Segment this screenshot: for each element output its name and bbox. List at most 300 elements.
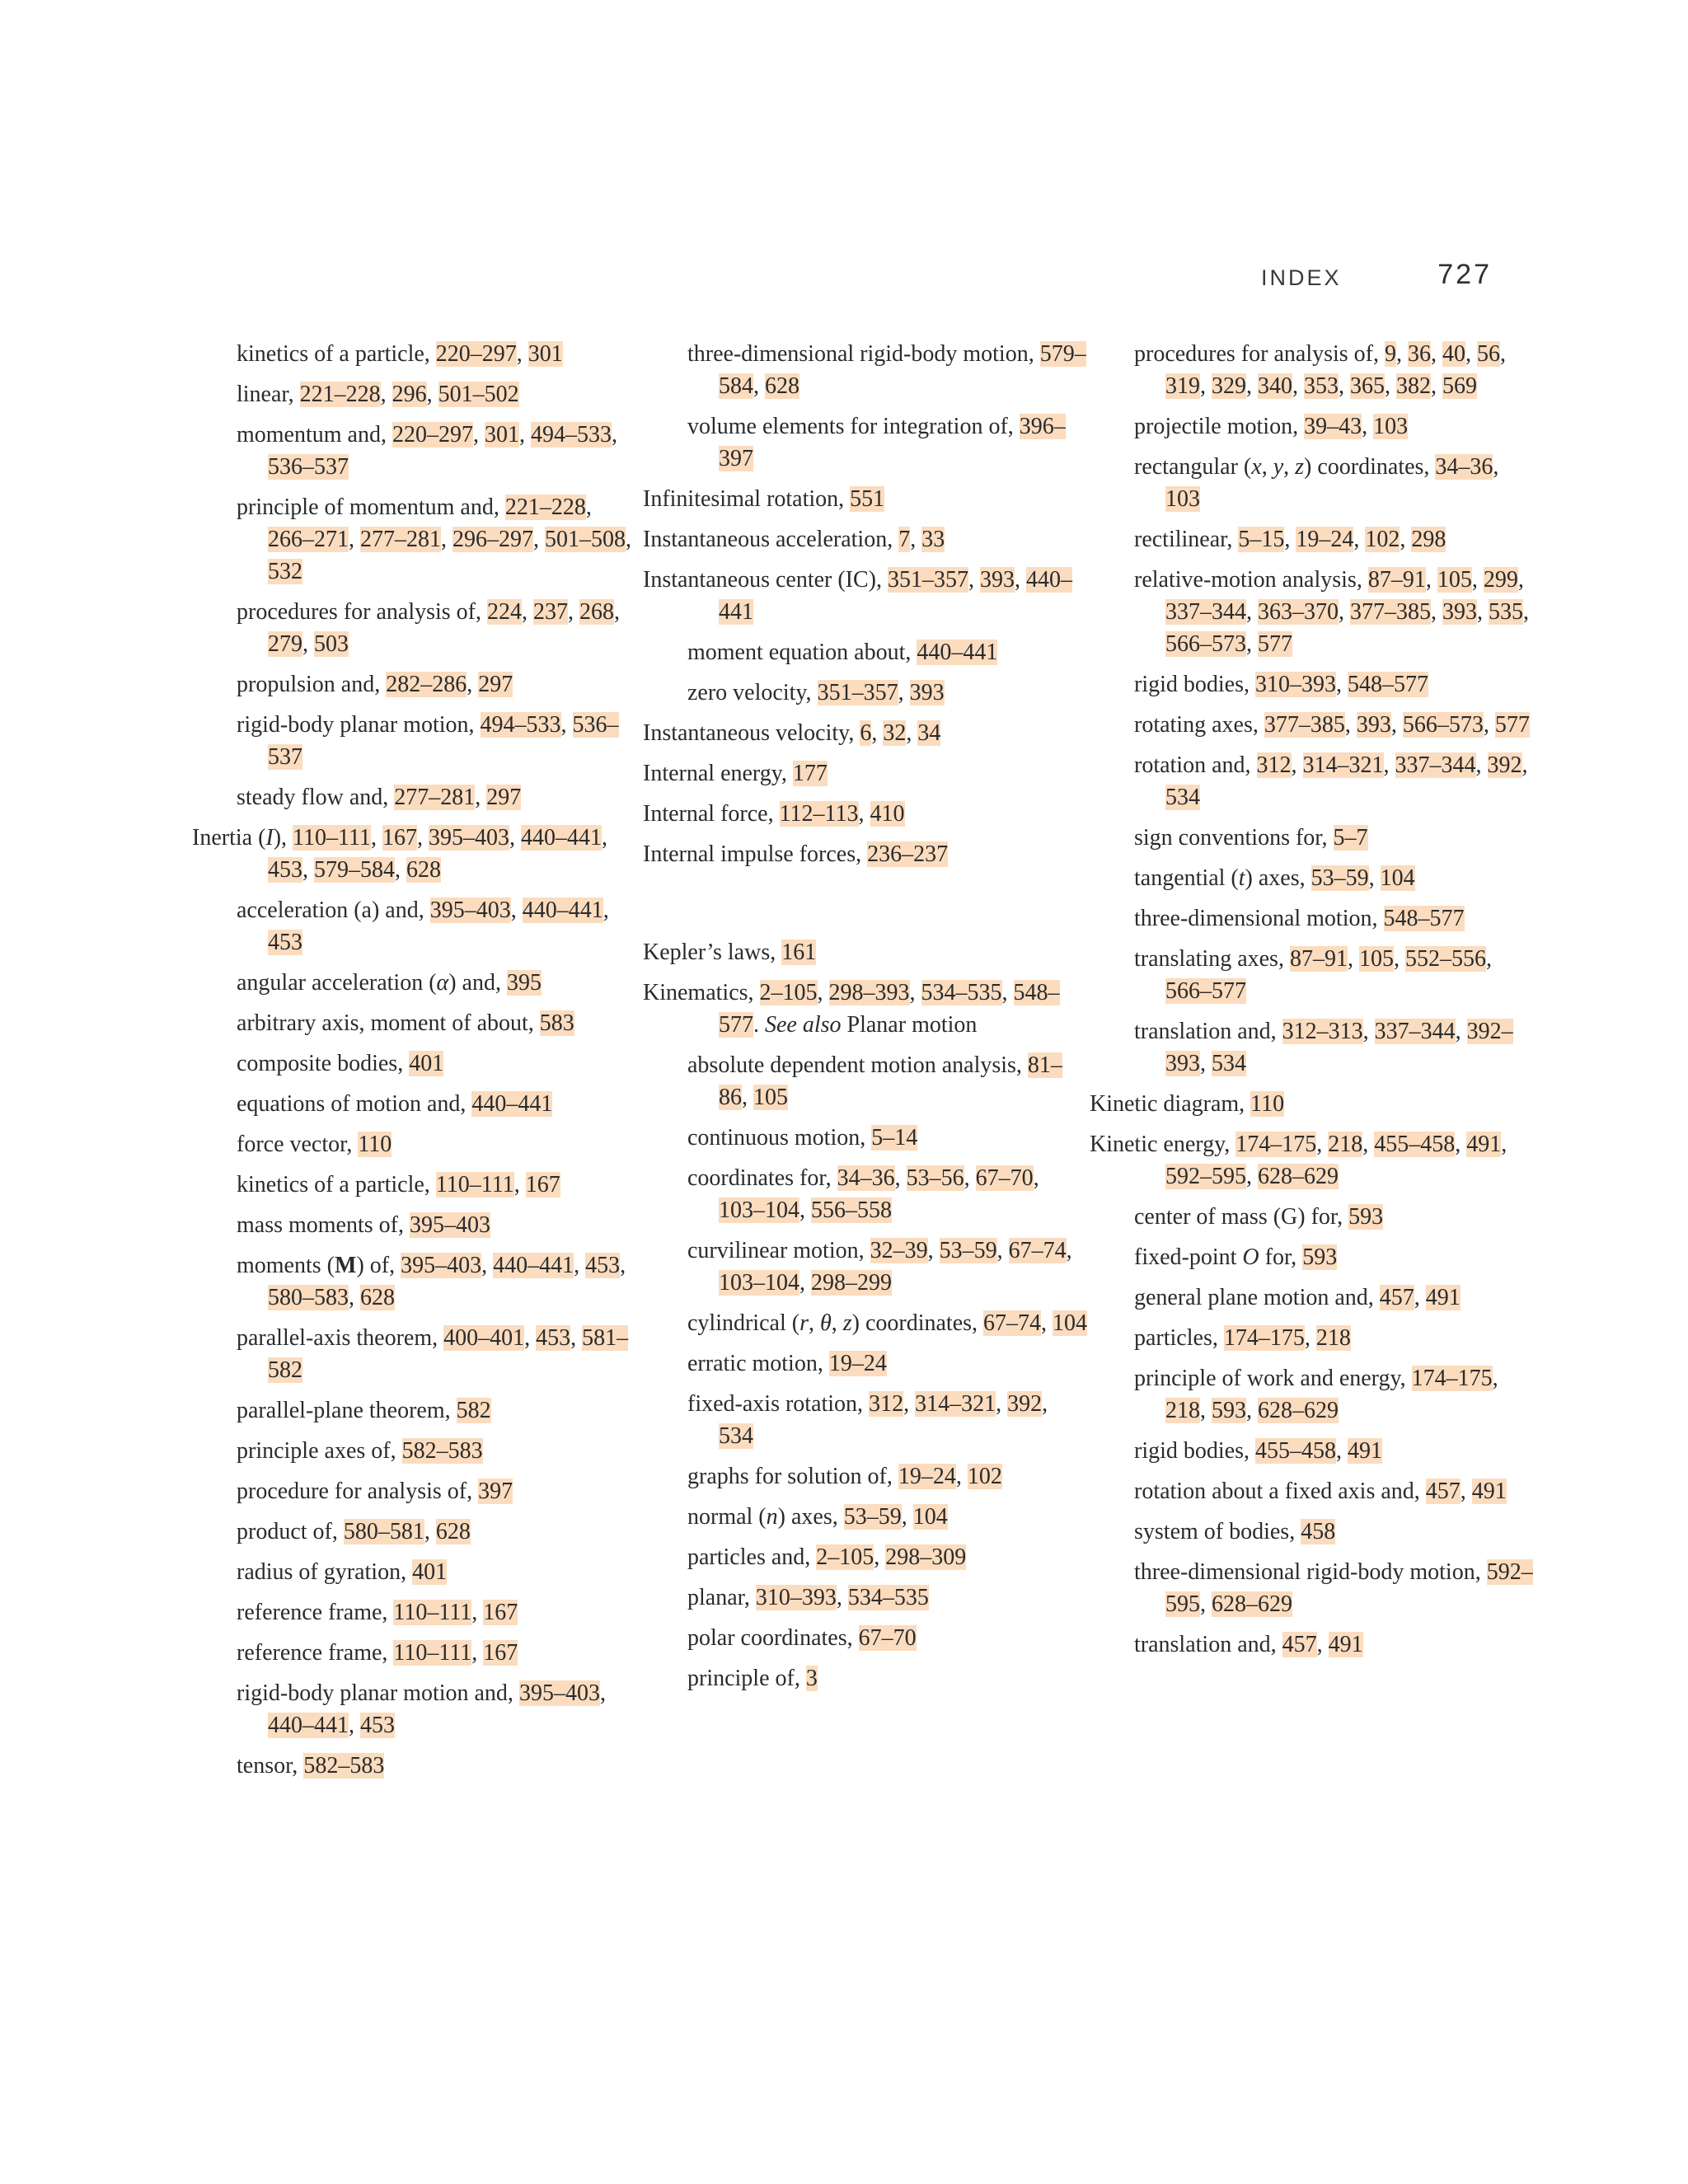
page-reference-link[interactable]: 534 <box>719 1423 753 1449</box>
page-reference-link[interactable]: 102 <box>967 1464 1002 1489</box>
page-reference-link[interactable]: 397 <box>478 1479 513 1504</box>
page-reference-link[interactable]: 301 <box>484 422 519 448</box>
page-reference-link[interactable]: 161 <box>781 940 817 965</box>
page-reference-link[interactable]: 628–629 <box>1212 1591 1292 1617</box>
page-reference-link[interactable]: 174–175 <box>1411 1366 1493 1391</box>
page-reference-link[interactable]: 577 <box>1258 631 1292 657</box>
index-term: cylindrical (r, θ, z) coordinates, <box>687 1310 984 1336</box>
index-term: continuous motion, <box>687 1125 872 1151</box>
page-reference-link[interactable]: 298–393 <box>828 980 910 1005</box>
page-reference-link[interactable]: 440–441 <box>493 1253 574 1278</box>
page-reference-link[interactable]: 393 <box>1356 712 1391 738</box>
page-reference-link[interactable]: 167 <box>525 1172 560 1197</box>
page-reference-link[interactable]: 167 <box>382 825 417 851</box>
index-heading: Instantaneous velocity, 6, 32, 34 <box>643 720 941 746</box>
index-term: sign conventions for, <box>1134 825 1334 851</box>
index-term: Kinetic diagram, <box>1090 1091 1251 1117</box>
page-reference-link[interactable]: 53–59 <box>1311 865 1369 891</box>
page-reference-link[interactable]: 103–104 <box>719 1197 799 1223</box>
index-subentry: rigid bodies, 455–458, 491 <box>1134 1438 1382 1464</box>
page-reference-link[interactable]: 167 <box>483 1640 518 1666</box>
page-reference-link[interactable]: 81–86 <box>719 1052 1062 1110</box>
index-term: Instantaneous acceleration, <box>643 527 899 552</box>
page-reference-link[interactable]: 298 <box>1411 527 1447 552</box>
index-subentry: kinetics of a particle, 110–111, 167 <box>237 1172 560 1197</box>
page-reference-link[interactable]: 218 <box>1328 1132 1363 1157</box>
page-reference-link[interactable]: 382 <box>1396 373 1431 399</box>
page-reference-link[interactable]: 494–533 <box>480 712 561 738</box>
page-reference-link[interactable]: 53–59 <box>939 1238 997 1263</box>
index-subentry: projectile motion, 39–43, 103 <box>1134 414 1409 439</box>
page-reference-link[interactable]: 337–344 <box>1374 1019 1456 1044</box>
page-reference-link[interactable]: 577 <box>1494 712 1530 738</box>
index-subentry <box>643 636 1088 668</box>
index-term: rotating axes, <box>1134 712 1264 738</box>
index-subentry: zero velocity, 351–357, 393 <box>687 680 945 705</box>
page-reference-link[interactable]: 592–595 <box>1165 1164 1246 1189</box>
index-subentry: linear, 221–228, 296, 501–502 <box>237 382 519 407</box>
page-reference-link[interactable]: 224 <box>487 599 523 625</box>
page-reference-link[interactable]: 110 <box>358 1132 392 1157</box>
page-reference-link[interactable]: 337–344 <box>1165 599 1246 625</box>
page-reference-link[interactable]: 593 <box>1302 1244 1338 1270</box>
page-reference-link[interactable]: 39–43 <box>1304 414 1362 439</box>
index-term: erratic motion, <box>687 1351 829 1376</box>
index-term: tangential (t) axes, <box>1134 865 1311 891</box>
index-term: three-dimensional motion, <box>1134 906 1384 931</box>
page-reference-link[interactable]: 457 <box>1425 1479 1461 1504</box>
page-reference-link[interactable]: 67–74 <box>983 1310 1042 1336</box>
page-reference-link[interactable]: 532 <box>268 559 302 584</box>
page-reference-link[interactable]: 301 <box>528 341 563 367</box>
page-reference-link[interactable]: 2–105 <box>759 980 818 1005</box>
index-subentry <box>643 1122 1088 1154</box>
index-term: relative-motion analysis, <box>1134 567 1368 593</box>
page-reference-link[interactable]: 218 <box>1165 1398 1200 1423</box>
page-reference-link[interactable]: 457 <box>1379 1285 1414 1310</box>
page-reference-link[interactable]: 297 <box>478 672 513 697</box>
page-reference-link[interactable]: 377–385 <box>1350 599 1431 625</box>
index-term: tensor, <box>237 1753 304 1779</box>
index-term: three-dimensional rigid-body motion, <box>687 341 1040 367</box>
index-subentry: kinetics of a particle, 220–297, 301 <box>237 341 563 367</box>
index-term: rigid-body planar motion and, <box>237 1680 519 1706</box>
page-reference-link[interactable]: 279 <box>268 631 302 657</box>
page-reference-link[interactable]: 548–577 <box>1383 906 1465 931</box>
index-term: Instantaneous center (IC), <box>643 567 888 593</box>
index-term: principle of momentum and, <box>237 494 505 520</box>
page-reference-link[interactable]: 105 <box>1437 567 1472 593</box>
page-reference-link[interactable]: 67–74 <box>1008 1238 1067 1263</box>
index-subentry <box>643 410 1088 475</box>
page-reference-link[interactable]: 298–309 <box>885 1544 967 1570</box>
index-term: fixed-point O for, <box>1134 1244 1303 1270</box>
page-reference-link[interactable]: 105 <box>753 1085 788 1110</box>
page-reference-link[interactable]: 395–403 <box>428 825 509 851</box>
page-reference-link[interactable]: 392–393 <box>1165 1019 1513 1076</box>
page-reference-link[interactable]: 296 <box>392 382 427 407</box>
index-subentry: coordinates for, 34–36, 53–56, 67–70, 103–104, 556–558 <box>687 1165 1039 1223</box>
section-title: INDEX <box>1261 265 1342 290</box>
index-term: linear, <box>237 382 300 407</box>
page-reference-link[interactable]: 440–441 <box>522 898 603 923</box>
page-reference-link[interactable]: 569 <box>1442 373 1477 399</box>
page-reference-link[interactable]: 395–403 <box>401 1253 482 1278</box>
index-heading <box>643 757 1088 790</box>
page-reference-link[interactable]: 312 <box>1256 752 1292 778</box>
index-subentry: procedures for analysis of, 224, 237, 268, 279, 503 <box>237 599 621 657</box>
page-reference-link[interactable]: 453 <box>268 930 302 955</box>
page-reference-link[interactable]: 105 <box>1358 946 1394 972</box>
page-reference-link[interactable]: 580–583 <box>268 1285 349 1310</box>
page-reference-link[interactable]: 583 <box>539 1010 574 1036</box>
page-reference-link[interactable]: 236–237 <box>867 841 949 867</box>
page-reference-link[interactable]: 548–577 <box>719 980 1060 1038</box>
page-reference-link[interactable]: 440–441 <box>520 825 602 851</box>
page-reference-link[interactable]: 579–584 <box>719 341 1086 399</box>
index-subentry: translation and, 457, 491 <box>1134 1632 1363 1657</box>
index-term: principle of work and energy, <box>1134 1366 1412 1391</box>
page-reference-link[interactable]: 104 <box>912 1504 948 1530</box>
page-reference-link[interactable]: 628–629 <box>1258 1398 1339 1423</box>
page-reference-link[interactable]: 9 <box>1385 341 1397 367</box>
page-reference-link[interactable]: 112–113 <box>779 801 859 827</box>
index-term: polar coordinates, <box>687 1625 859 1651</box>
page-reference-link[interactable]: 491 <box>1328 1632 1363 1657</box>
page-reference-link[interactable]: 167 <box>483 1600 518 1625</box>
page-reference-link[interactable]: 440–441 <box>719 567 1072 625</box>
index-subentry: three-dimensional rigid-body motion, 592–595, 628–629 <box>1134 1559 1533 1617</box>
index-term: Internal energy, <box>643 761 793 786</box>
index-term: rectilinear, <box>1134 527 1239 552</box>
page-reference-link[interactable]: 628–629 <box>1258 1164 1339 1189</box>
index-term: graphs for solution of, <box>687 1464 898 1489</box>
page-reference-link[interactable]: 53–56 <box>906 1165 964 1191</box>
index-subentry <box>192 1475 637 1507</box>
page-reference-link[interactable]: 297 <box>486 785 522 810</box>
page-reference-link[interactable]: 220–297 <box>435 341 517 367</box>
page-reference-link[interactable]: 32 <box>883 720 907 746</box>
index-subentry <box>192 1047 637 1080</box>
page-reference-link[interactable]: 552–556 <box>1404 946 1486 972</box>
page-reference-link[interactable]: 395–403 <box>518 1680 600 1706</box>
page-reference-link[interactable]: 103–104 <box>719 1270 799 1296</box>
page-reference-link[interactable]: 491 <box>1348 1438 1382 1464</box>
index-heading: Inertia (I), 110–111, 167, 395–403, 440–441, 453, 579–584, 628 <box>192 825 607 883</box>
page-reference-link[interactable]: 310–393 <box>755 1585 837 1610</box>
page-reference-link[interactable]: 314–321 <box>915 1391 996 1417</box>
index-subentry: graphs for solution of, 19–24, 102 <box>687 1464 1002 1489</box>
page-reference-link[interactable]: 5–14 <box>871 1125 918 1151</box>
page-reference-link[interactable]: 503 <box>314 631 349 657</box>
page-reference-link[interactable]: 110 <box>1250 1091 1285 1117</box>
index-term: translation and, <box>1134 1019 1282 1044</box>
page-reference-link[interactable]: 314–321 <box>1302 752 1384 778</box>
page-reference-link[interactable]: 337–344 <box>1395 752 1476 778</box>
page-reference-link[interactable]: 310–393 <box>1255 672 1336 697</box>
index-subentry <box>1090 1241 1535 1273</box>
page-reference-link[interactable]: 277–281 <box>360 527 441 552</box>
index-subentry <box>643 1662 1088 1694</box>
page-reference-link[interactable]: 455–458 <box>1374 1132 1456 1157</box>
index-subentry: translating axes, 87–91, 105, 552–556, 566–577 <box>1134 946 1492 1004</box>
page-reference-link[interactable]: 628 <box>360 1285 395 1310</box>
page-reference-link[interactable]: 351–357 <box>888 567 968 593</box>
index-term: translation and, <box>1134 1632 1282 1657</box>
index-term: system of bodies, <box>1134 1519 1301 1544</box>
page-reference-link[interactable]: 534–535 <box>847 1585 929 1610</box>
index-heading: Kinetic energy, 174–175, 218, 455–458, 491, 592–595, 628–629 <box>1090 1132 1507 1189</box>
page-number: 727 <box>1437 259 1492 290</box>
index-subentry: reference frame, 110–111, 167 <box>237 1600 518 1625</box>
page-reference-link[interactable]: 87–91 <box>1289 946 1348 972</box>
index-term: volume elements for integration of, <box>687 414 1020 439</box>
page-reference-link[interactable]: 628 <box>765 373 799 399</box>
index-subentry: reference frame, 110–111, 167 <box>237 1640 518 1666</box>
page-reference-link[interactable]: 5–15 <box>1238 527 1285 552</box>
page-reference-link[interactable]: 103 <box>1373 414 1409 439</box>
page-reference-link[interactable]: 266–271 <box>268 527 349 552</box>
page-reference-link[interactable]: 104 <box>1053 1310 1088 1336</box>
page-reference-link[interactable]: 395–403 <box>429 898 511 923</box>
page-reference-link[interactable]: 221–228 <box>299 382 381 407</box>
page-reference-link[interactable]: 491 <box>1466 1132 1502 1157</box>
page-reference-link[interactable]: 501–502 <box>438 382 519 407</box>
page-reference-link[interactable]: 221–228 <box>504 494 586 520</box>
page-reference-link[interactable]: 19–24 <box>898 1464 956 1489</box>
page-reference-link[interactable]: 551 <box>850 486 885 512</box>
page-reference-link[interactable]: 220–297 <box>392 422 473 448</box>
page-reference-link[interactable]: 396–397 <box>719 414 1066 471</box>
page-reference-link[interactable]: 501–508 <box>545 527 626 552</box>
page-reference-link[interactable]: 393 <box>1442 599 1477 625</box>
page-reference-link[interactable]: 298–299 <box>811 1270 892 1296</box>
page-reference-link[interactable]: 340 <box>1258 373 1292 399</box>
index-heading: Instantaneous acceleration, 7, 33 <box>643 527 945 552</box>
page-reference-link[interactable]: 3 <box>805 1666 818 1691</box>
page-reference-link[interactable]: 581–582 <box>268 1325 629 1383</box>
page-reference-link[interactable]: 377–385 <box>1264 712 1345 738</box>
page-reference-link[interactable]: 19–24 <box>828 1351 887 1376</box>
page-reference-link[interactable]: 410 <box>870 801 905 827</box>
page-reference-link[interactable]: 453 <box>585 1253 621 1278</box>
page-reference-link[interactable]: 491 <box>1471 1479 1507 1504</box>
index-subentry: planar, 310–393, 534–535 <box>687 1585 929 1610</box>
page-reference-link[interactable]: 580–581 <box>343 1519 424 1544</box>
page-reference-link[interactable]: 40 <box>1442 341 1466 367</box>
index-term: zero velocity, <box>687 680 818 705</box>
index-term: general plane motion and, <box>1134 1285 1380 1310</box>
index-term: rectangular (x, y, z) coordinates, <box>1134 454 1436 480</box>
page-reference-link[interactable]: 582–583 <box>303 1753 385 1779</box>
page-reference-link[interactable]: 536–537 <box>268 712 619 770</box>
index-subentry: steady flow and, 277–281, 297 <box>237 785 522 810</box>
page-reference-link[interactable]: 566–573 <box>1402 712 1484 738</box>
page-reference-link[interactable]: 395 <box>506 970 542 996</box>
page-reference-link[interactable]: 353 <box>1304 373 1339 399</box>
page-reference-link[interactable]: 393 <box>980 567 1015 593</box>
page-reference-link[interactable]: 282–286 <box>386 672 467 697</box>
index-column-3 <box>1090 338 1535 1661</box>
index-term: rigid bodies, <box>1134 672 1255 697</box>
index-subentry: particles and, 2–105, 298–309 <box>687 1544 967 1570</box>
index-subentry: rigid-body planar motion, 494–533, 536–537 <box>237 712 619 770</box>
page-reference-link[interactable]: 110–111 <box>393 1640 472 1666</box>
page-reference-link[interactable]: 365 <box>1350 373 1385 399</box>
page-reference-link[interactable]: 593 <box>1212 1398 1246 1423</box>
page-reference-link[interactable]: 110–111 <box>435 1172 514 1197</box>
index-term: momentum and, <box>237 422 392 448</box>
index-term: center of mass (G) for, <box>1134 1204 1349 1230</box>
page-reference-link[interactable]: 56 <box>1477 341 1501 367</box>
index-subentry: rotation about a fixed axis and, 457, 491 <box>1134 1479 1507 1504</box>
page-reference-link[interactable]: 53–59 <box>843 1504 902 1530</box>
page-reference-link[interactable]: 400–401 <box>443 1325 525 1351</box>
page-reference-link[interactable]: 579–584 <box>314 857 395 883</box>
page-reference-link[interactable]: 312–313 <box>1282 1019 1363 1044</box>
index-term: angular acceleration (α) and, <box>237 970 507 996</box>
page-reference-link[interactable]: 494–533 <box>530 422 612 448</box>
page-reference-link[interactable]: 491 <box>1425 1285 1461 1310</box>
index-term: particles, <box>1134 1325 1224 1351</box>
page-reference-link[interactable]: 395–403 <box>410 1212 490 1238</box>
page-reference-link[interactable]: 34–36 <box>837 1165 895 1191</box>
page-reference-link[interactable]: 296–297 <box>452 527 533 552</box>
page-reference-link[interactable]: 67–70 <box>975 1165 1034 1191</box>
index-subentry <box>192 1128 637 1160</box>
page-reference-link[interactable]: 110–111 <box>393 1600 472 1625</box>
page-reference-link[interactable]: 32–39 <box>870 1238 928 1263</box>
page-reference-link[interactable]: 7 <box>898 527 911 552</box>
page-reference-link[interactable]: 2–105 <box>816 1544 874 1570</box>
index-term: coordinates for, <box>687 1165 837 1191</box>
page-reference-link[interactable]: 455–458 <box>1255 1438 1336 1464</box>
page-reference-link[interactable]: 453 <box>360 1713 395 1738</box>
index-term: mass moments of, <box>237 1212 410 1238</box>
index-subentry: rotating axes, 377–385, 393, 566–573, 577 <box>1134 712 1530 738</box>
page-reference-link[interactable]: 534 <box>1165 785 1200 810</box>
page-reference-link[interactable]: 628 <box>435 1519 471 1544</box>
index-subentry: rotation and, 312, 314–321, 337–344, 392, 534 <box>1134 752 1528 810</box>
page-reference-link[interactable]: 268 <box>579 599 615 625</box>
page-reference-link[interactable]: 299 <box>1483 567 1518 593</box>
page-reference-link[interactable]: 582–583 <box>401 1438 483 1464</box>
page-reference-link[interactable]: 458 <box>1301 1519 1336 1544</box>
page-reference-link[interactable]: 392 <box>1487 752 1522 778</box>
page-reference-link[interactable]: 593 <box>1348 1204 1384 1230</box>
index-term: product of, <box>237 1519 344 1544</box>
index-term: Kinetic energy, <box>1090 1132 1236 1157</box>
page-reference-link[interactable]: 401 <box>409 1051 444 1076</box>
page-reference-link[interactable]: 110–111 <box>293 825 371 851</box>
page-reference-link[interactable]: 453 <box>268 857 302 883</box>
index-term: steady flow and, <box>237 785 395 810</box>
index-heading <box>1090 1088 1535 1120</box>
index-term: curvilinear motion, <box>687 1238 870 1263</box>
page-reference-link[interactable]: 5–7 <box>1333 825 1368 851</box>
page-reference-link[interactable]: 393 <box>909 680 945 705</box>
index-subentry: propulsion and, 282–286, 297 <box>237 672 513 697</box>
page-reference-link[interactable]: 351–357 <box>817 680 898 705</box>
page-reference-link[interactable]: 174–175 <box>1236 1132 1317 1157</box>
page-reference-link[interactable]: 440–441 <box>471 1091 553 1117</box>
page-reference-link[interactable]: 401 <box>412 1559 448 1585</box>
page-reference-link[interactable]: 535 <box>1489 599 1523 625</box>
page-reference-link[interactable]: 6 <box>860 720 872 746</box>
page-reference-link[interactable]: 177 <box>792 761 828 786</box>
page-reference-link[interactable]: 534 <box>1212 1051 1246 1076</box>
index-term: acceleration (a) and, <box>237 898 430 923</box>
index-subentry: rigid bodies, 310–393, 548–577 <box>1134 672 1428 697</box>
page-reference-link[interactable]: 36 <box>1408 341 1432 367</box>
page-reference-link[interactable]: 104 <box>1380 865 1415 891</box>
page-reference-link[interactable]: 453 <box>536 1325 571 1351</box>
page-reference-link[interactable]: 440–441 <box>268 1713 349 1738</box>
page-reference-link[interactable]: 536–537 <box>268 454 349 480</box>
page-reference-link[interactable]: 87–91 <box>1367 567 1426 593</box>
index-term: normal (n) axes, <box>687 1504 844 1530</box>
page-reference-link[interactable]: 556–558 <box>811 1197 892 1223</box>
page-reference-link[interactable]: 174–175 <box>1223 1325 1305 1351</box>
page-reference-link[interactable]: 102 <box>1365 527 1400 552</box>
index-subentry: cylindrical (r, θ, z) coordinates, 67–74, 104 <box>687 1310 1088 1336</box>
page-reference-link[interactable]: 319 <box>1165 373 1200 399</box>
page-reference-link[interactable]: 534–535 <box>921 980 1002 1005</box>
page-reference-link[interactable]: 19–24 <box>1296 527 1354 552</box>
page-reference-link[interactable]: 566–573 <box>1165 631 1246 657</box>
page-reference-link[interactable]: 392 <box>1007 1391 1043 1417</box>
index-subentry <box>192 1750 637 1782</box>
index-term: procedures for analysis of, <box>237 599 488 625</box>
index-term: projectile motion, <box>1134 414 1305 439</box>
index-term: Infinitesimal rotation, <box>643 486 851 512</box>
page-reference-link[interactable]: 218 <box>1315 1325 1351 1351</box>
page-reference-link[interactable]: 592–595 <box>1165 1559 1533 1617</box>
page-reference-link[interactable]: 237 <box>533 599 569 625</box>
index-subentry <box>192 1088 637 1120</box>
index-term: parallel-axis theorem, <box>237 1325 444 1351</box>
page-reference-link[interactable]: 67–70 <box>858 1625 917 1651</box>
index-term: translating axes, <box>1134 946 1290 972</box>
page-reference-link[interactable]: 628 <box>406 857 441 883</box>
index-subentry: momentum and, 220–297, 301, 494–533, 536–537 <box>237 422 617 480</box>
page-reference-link[interactable]: 440–441 <box>917 640 998 665</box>
page-reference-link[interactable]: 329 <box>1212 373 1246 399</box>
page-reference-link[interactable]: 363–370 <box>1258 599 1339 625</box>
index-term: rigid bodies, <box>1134 1438 1255 1464</box>
page-reference-link[interactable]: 457 <box>1282 1632 1317 1657</box>
index-subentry <box>1090 822 1535 854</box>
page-reference-link[interactable]: 34 <box>917 720 941 746</box>
page-reference-link[interactable]: 312 <box>869 1391 904 1417</box>
page-reference-link[interactable]: 582 <box>456 1398 491 1423</box>
page-reference-link[interactable]: 34–36 <box>1435 454 1493 480</box>
page-reference-link[interactable]: 103 <box>1165 486 1200 512</box>
index-term: kinetics of a particle, <box>237 341 436 367</box>
index-term: three-dimensional rigid-body motion, <box>1134 1559 1487 1585</box>
index-term: principle of, <box>687 1666 806 1691</box>
page-reference-link[interactable]: 277–281 <box>394 785 476 810</box>
index-term: reference frame, <box>237 1600 394 1625</box>
page-reference-link[interactable]: 566–577 <box>1165 978 1246 1004</box>
page-reference-link[interactable]: 33 <box>921 527 945 552</box>
index-subentry <box>192 1394 637 1427</box>
index-heading: Kinematics, 2–105, 298–393, 534–535, 548–577. See also Planar motion <box>643 980 1060 1038</box>
page-reference-link[interactable]: 548–577 <box>1348 672 1428 697</box>
index-term: arbitrary axis, moment of about, <box>237 1010 540 1036</box>
index-heading <box>643 936 1088 968</box>
index-term: fixed-axis rotation, <box>687 1391 870 1417</box>
